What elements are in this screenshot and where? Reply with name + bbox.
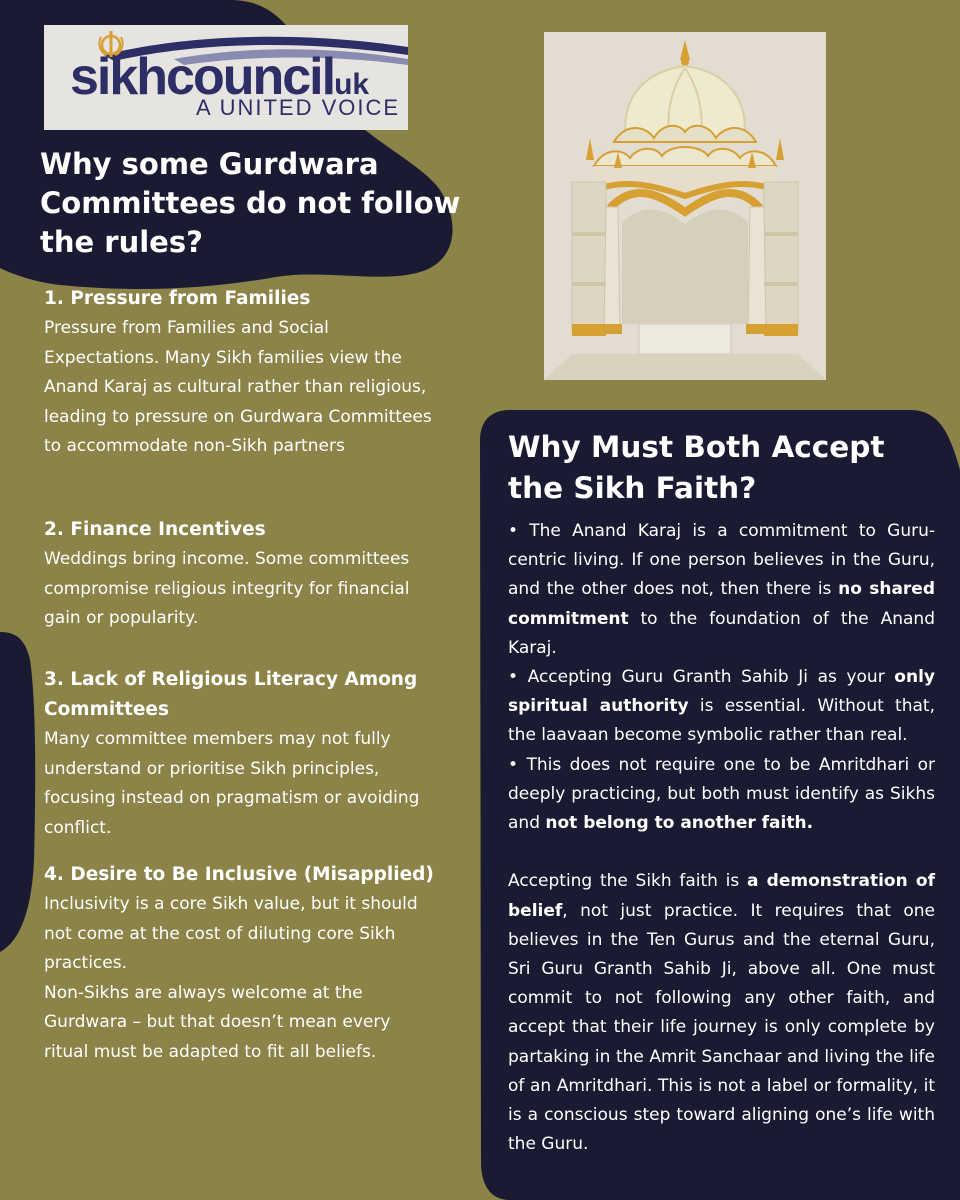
section-religious-literacy (44, 665, 434, 843)
section-heading: 2. Finance Incentives (44, 519, 266, 540)
right-body (508, 517, 935, 1159)
bullet-not-another-faith: • This does not require one to be Amritdhari or deeply practicing, but both must identify as Sikhs and not belong to another faith. (508, 754, 935, 834)
section-finance-incentives (44, 515, 434, 634)
bullet-shared-commitment: • The Anand Karaj is a commitment to Guru-centric living. If one person believes in the Guru, and the other does not, then there is no shared commitment to the foundation of the Anand Karaj. (508, 521, 935, 658)
section-pressure-from-families (44, 284, 434, 462)
right-heading: Why Must Both Accept the Sikh Faith? (508, 430, 885, 505)
section-heading: 4. Desire to Be Inclusive (Misapplied) (44, 864, 434, 885)
left-edge-blob (0, 632, 35, 952)
wedding-canopy-icon (544, 32, 826, 380)
section-desire-to-be-inclusive (44, 860, 434, 1067)
section-body: Weddings bring income. Some committees compromise religious integrity for financial gain or popularity. (44, 549, 410, 628)
logo-wordmark: sikhcounciluk (70, 48, 370, 106)
section-body-2: Non-Sikhs are always welcome at the Gurdwara – but that doesn’t mean every ritual must be adapted to fit all beliefs. (44, 982, 391, 1062)
paragraph-demonstration-of-belief: Accepting the Sikh faith is a demonstration of belief, not just practice. It requires that one believes in the Ten Gurus and the eternal Guru, Sri Guru Granth Sahib Ji, above all. One must commit to not following any other faith, and accept that their life journey is only complete by partaking in the Amrit Sanchaar and living the life of an Amritdhari. This is not a label or formality, it is a conscious step toward aligning one’s life with the Guru. (508, 871, 935, 1155)
wedding-canopy-illustration (544, 32, 826, 380)
section-body: Pressure from Families and Social Expectations. Many Sikh families view the Anand Karaj as cultural rather than religious, leading to pressure on Gurdwara Committees to accommodate non-Sikh partners (44, 318, 432, 456)
section-body: Inclusivity is a core Sikh value, but it should not come at the cost of diluting core Sikh practices. (44, 894, 418, 973)
sikh-council-logo (44, 25, 408, 130)
left-heading: Why some Gurdwara Committees do not follow the rules? (40, 147, 461, 259)
section-heading: 3. Lack of Religious Literacy Among Committees (44, 669, 418, 720)
section-body: Many committee members may not fully understand or prioritise Sikh principles, focusing instead on pragmatism or avoiding conflict. (44, 729, 420, 838)
logo-tagline: A UNITED VOICE (196, 95, 401, 120)
bullet-spiritual-authority: • Accepting Guru Granth Sahib Ji as your only spiritual authority is essential. Without that, the laavaan become symbolic rather than real. (508, 667, 935, 746)
section-heading: 1. Pressure from Families (44, 288, 311, 309)
